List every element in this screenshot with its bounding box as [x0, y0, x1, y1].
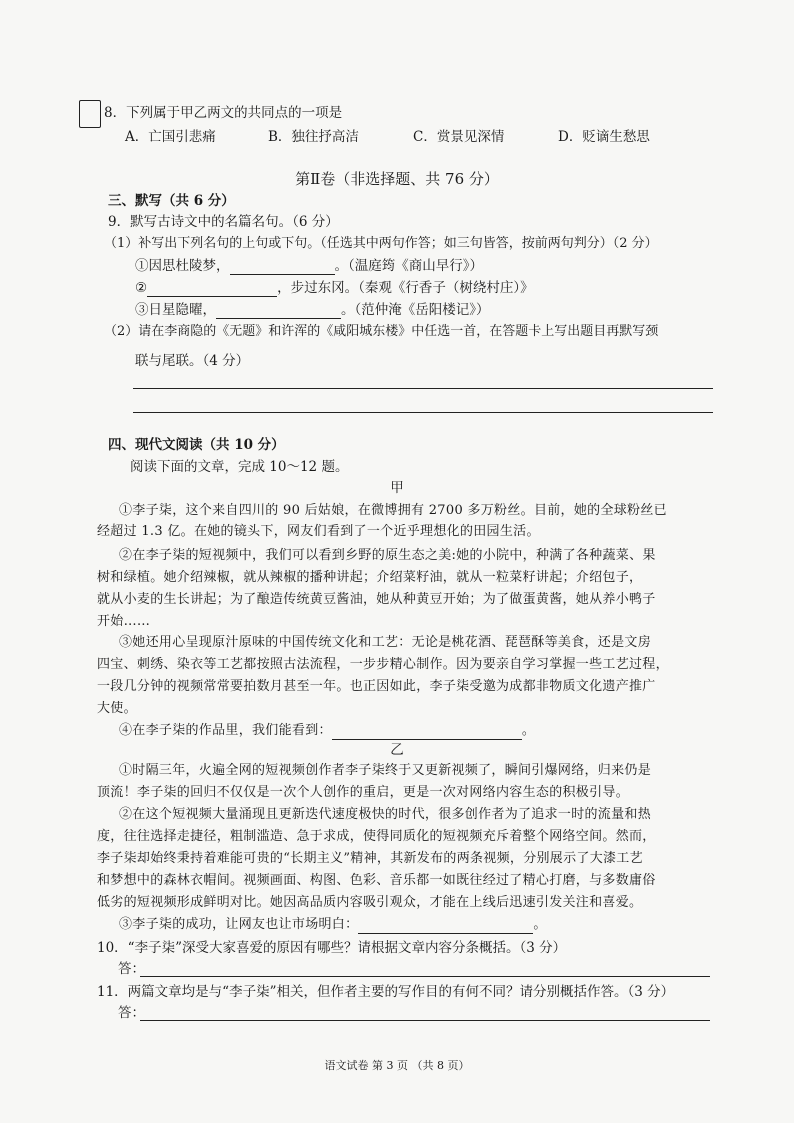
q9-item1: [135, 257, 483, 275]
q9-item1-post: 。（温庭筠《商山早行》）: [334, 258, 483, 274]
q8-option-a: A．亡国引悲痛: [125, 129, 216, 145]
jia-line: 开始……: [97, 614, 151, 629]
yi-line: 顶流！李子柒的回归不仅仅是一次个人创作的重启，更是一次对网络内容生态的积极引导。: [97, 785, 630, 800]
q9-item3-blank[interactable]: [216, 304, 341, 319]
jia-fill-line: [119, 722, 535, 740]
yi-line: 李子柒却始终秉持着难能可贵的“长期主义”精神，其新发布的两条视频，分别展示了大漆工艺: [97, 851, 643, 866]
q9-sub2-line1: （2）请在李商隐的《无题》和许浑的《咸阳城东楼》中任选一首，在答题卡上写出题目再默写颈: [104, 324, 659, 339]
q9-item1-blank[interactable]: [230, 260, 335, 275]
jia-line: ①李子柒，这个来自四川的 90 后姑娘，在微博拥有 2700 多万粉丝。目前，她的全球粉丝已: [119, 503, 667, 518]
yi-line: ②在这个短视频大量涌现且更新迭代速度极快的时代，很多创作者为了追求一时的流量和热: [119, 807, 652, 822]
q9-sub1: （1）补写出下列名句的上句或下句。（任选其中两句作答；如三句皆答，按前两句判分）（2 分）: [104, 236, 658, 251]
jia-line: 四宝、刺绣、染衣等工艺都按照古法流程，一步步精心制作。因为要亲自学习掌握一些工艺过程，: [97, 657, 669, 672]
q9-item3: [135, 301, 490, 319]
jia-line: 就从小麦的生长讲起；为了酿造传统黄豆酱油，她从种黄豆开始；为了做蛋黄酱，她从养小鸭子: [97, 592, 656, 607]
yi-line: 和梦想中的森林衣帽间。视频画面、构图、色彩、音乐都一如既往经过了精心打磨，与多数庸俗: [97, 873, 656, 888]
q8-stem: 8．下列属于甲乙两文的共同点的一项是: [104, 105, 343, 121]
jia-line: 大使。: [97, 701, 137, 716]
jia-line: ③她还用心呈现原汁原味的中国传统文化和工艺：无论是桃花酒、琵琶酥等美食，还是文房: [119, 635, 652, 650]
section4-heading: 四、现代文阅读（共 10 分）: [108, 437, 285, 453]
q10-stem: 10．“李子柒”深受大家喜爱的原因有哪些？请根据文章内容分条概括。（3 分）: [97, 940, 567, 956]
page-footer: 语文试卷 第 3 页 （共 8 页）: [324, 1059, 470, 1072]
q8-option-c: C．赏景见深情: [413, 129, 505, 145]
q9-item3-pre: ③日星隐曜，: [135, 302, 216, 318]
answer-line[interactable]: [133, 412, 713, 413]
q9-stem: 9．默写古诗文中的名篇名句。（6 分）: [108, 214, 339, 230]
q8-option-d: D．贬谪生愁思: [558, 129, 650, 145]
q9-item2-post: ，步过东冈。（秦观《行香子（树绕村庄）》: [277, 280, 534, 296]
q9-item1-pre: ①因思杜陵梦，: [135, 258, 230, 274]
q11-answer-line[interactable]: [140, 1020, 710, 1021]
answer-line[interactable]: [133, 388, 713, 389]
reading-instruction: 阅读下面的文章，完成 10～12 题。: [130, 459, 349, 475]
q9-item2-pre: ②: [135, 280, 148, 296]
q10-answer-label: 答：: [118, 961, 145, 977]
yi-fill-line: [119, 916, 547, 934]
yi-fill-pre: ③李子柒的成功，让网友也让市场明白：: [119, 917, 359, 932]
part2-title: 第Ⅱ卷（非选择题、共 76 分）: [295, 170, 499, 188]
yi-line: ①时隔三年，火遍全网的短视频创作者李子柒终于又更新视频了，瞬间引爆网络，归来仍是: [119, 763, 652, 778]
q10-answer-line[interactable]: [140, 976, 710, 977]
passage-yi-title: 乙: [390, 742, 404, 758]
jia-line: ②在李子柒的短视频中，我们可以看到乡野的原生态之美:她的小院中，种满了各种蔬菜、果: [119, 548, 656, 563]
q8-option-b: B．独往抒高洁: [268, 129, 359, 145]
yi-fill-post: 。: [533, 917, 547, 932]
jia-line: 树和绿植。她介绍辣椒，就从辣椒的播种讲起；介绍菜籽油，就从一粒菜籽讲起；介绍包子，: [97, 570, 643, 585]
q9-item2: [135, 279, 534, 297]
yi-fill-blank[interactable]: [358, 919, 533, 934]
section3-heading: 三、默写（共 6 分）: [108, 193, 235, 209]
jia-fill-post: 。: [521, 723, 536, 738]
passage-jia-title: 甲: [390, 480, 404, 496]
q9-item3-post: 。（范仲淹《岳阳楼记》）: [341, 302, 490, 318]
q9-sub2-line2: 联与尾联。（4 分）: [135, 353, 250, 369]
jia-fill-blank[interactable]: [332, 725, 522, 740]
q9-item2-blank[interactable]: [147, 282, 277, 297]
yi-line: 度，往往选择走捷径，粗制滥造、急于求成，使得同质化的短视频充斥着整个网络空间。然而，: [97, 829, 656, 844]
jia-fill-pre: ④在李子柒的作品里，我们能看到：: [119, 723, 332, 738]
answer-box[interactable]: [79, 100, 101, 128]
jia-line: 一段几分钟的视频常常要拍数月甚至一年。也正因如此，李子柒受邀为成都非物质文化遗产推广: [97, 679, 656, 694]
jia-line: 经超过 1.3 亿。在她的镜头下，网友们看到了一个近乎理想化的田园生活。: [97, 524, 540, 539]
q11-stem: 11．两篇文章均是与“李子柒”相关，但作者主要的写作目的有何不同？请分别概括作答。（3 分）: [97, 984, 675, 1000]
q11-answer-label: 答：: [118, 1005, 145, 1021]
yi-line: 低劣的短视频形成鲜明对比。她因高品质内容吸引观众，才能在上线后迅速引发关注和喜爱。: [97, 895, 643, 910]
